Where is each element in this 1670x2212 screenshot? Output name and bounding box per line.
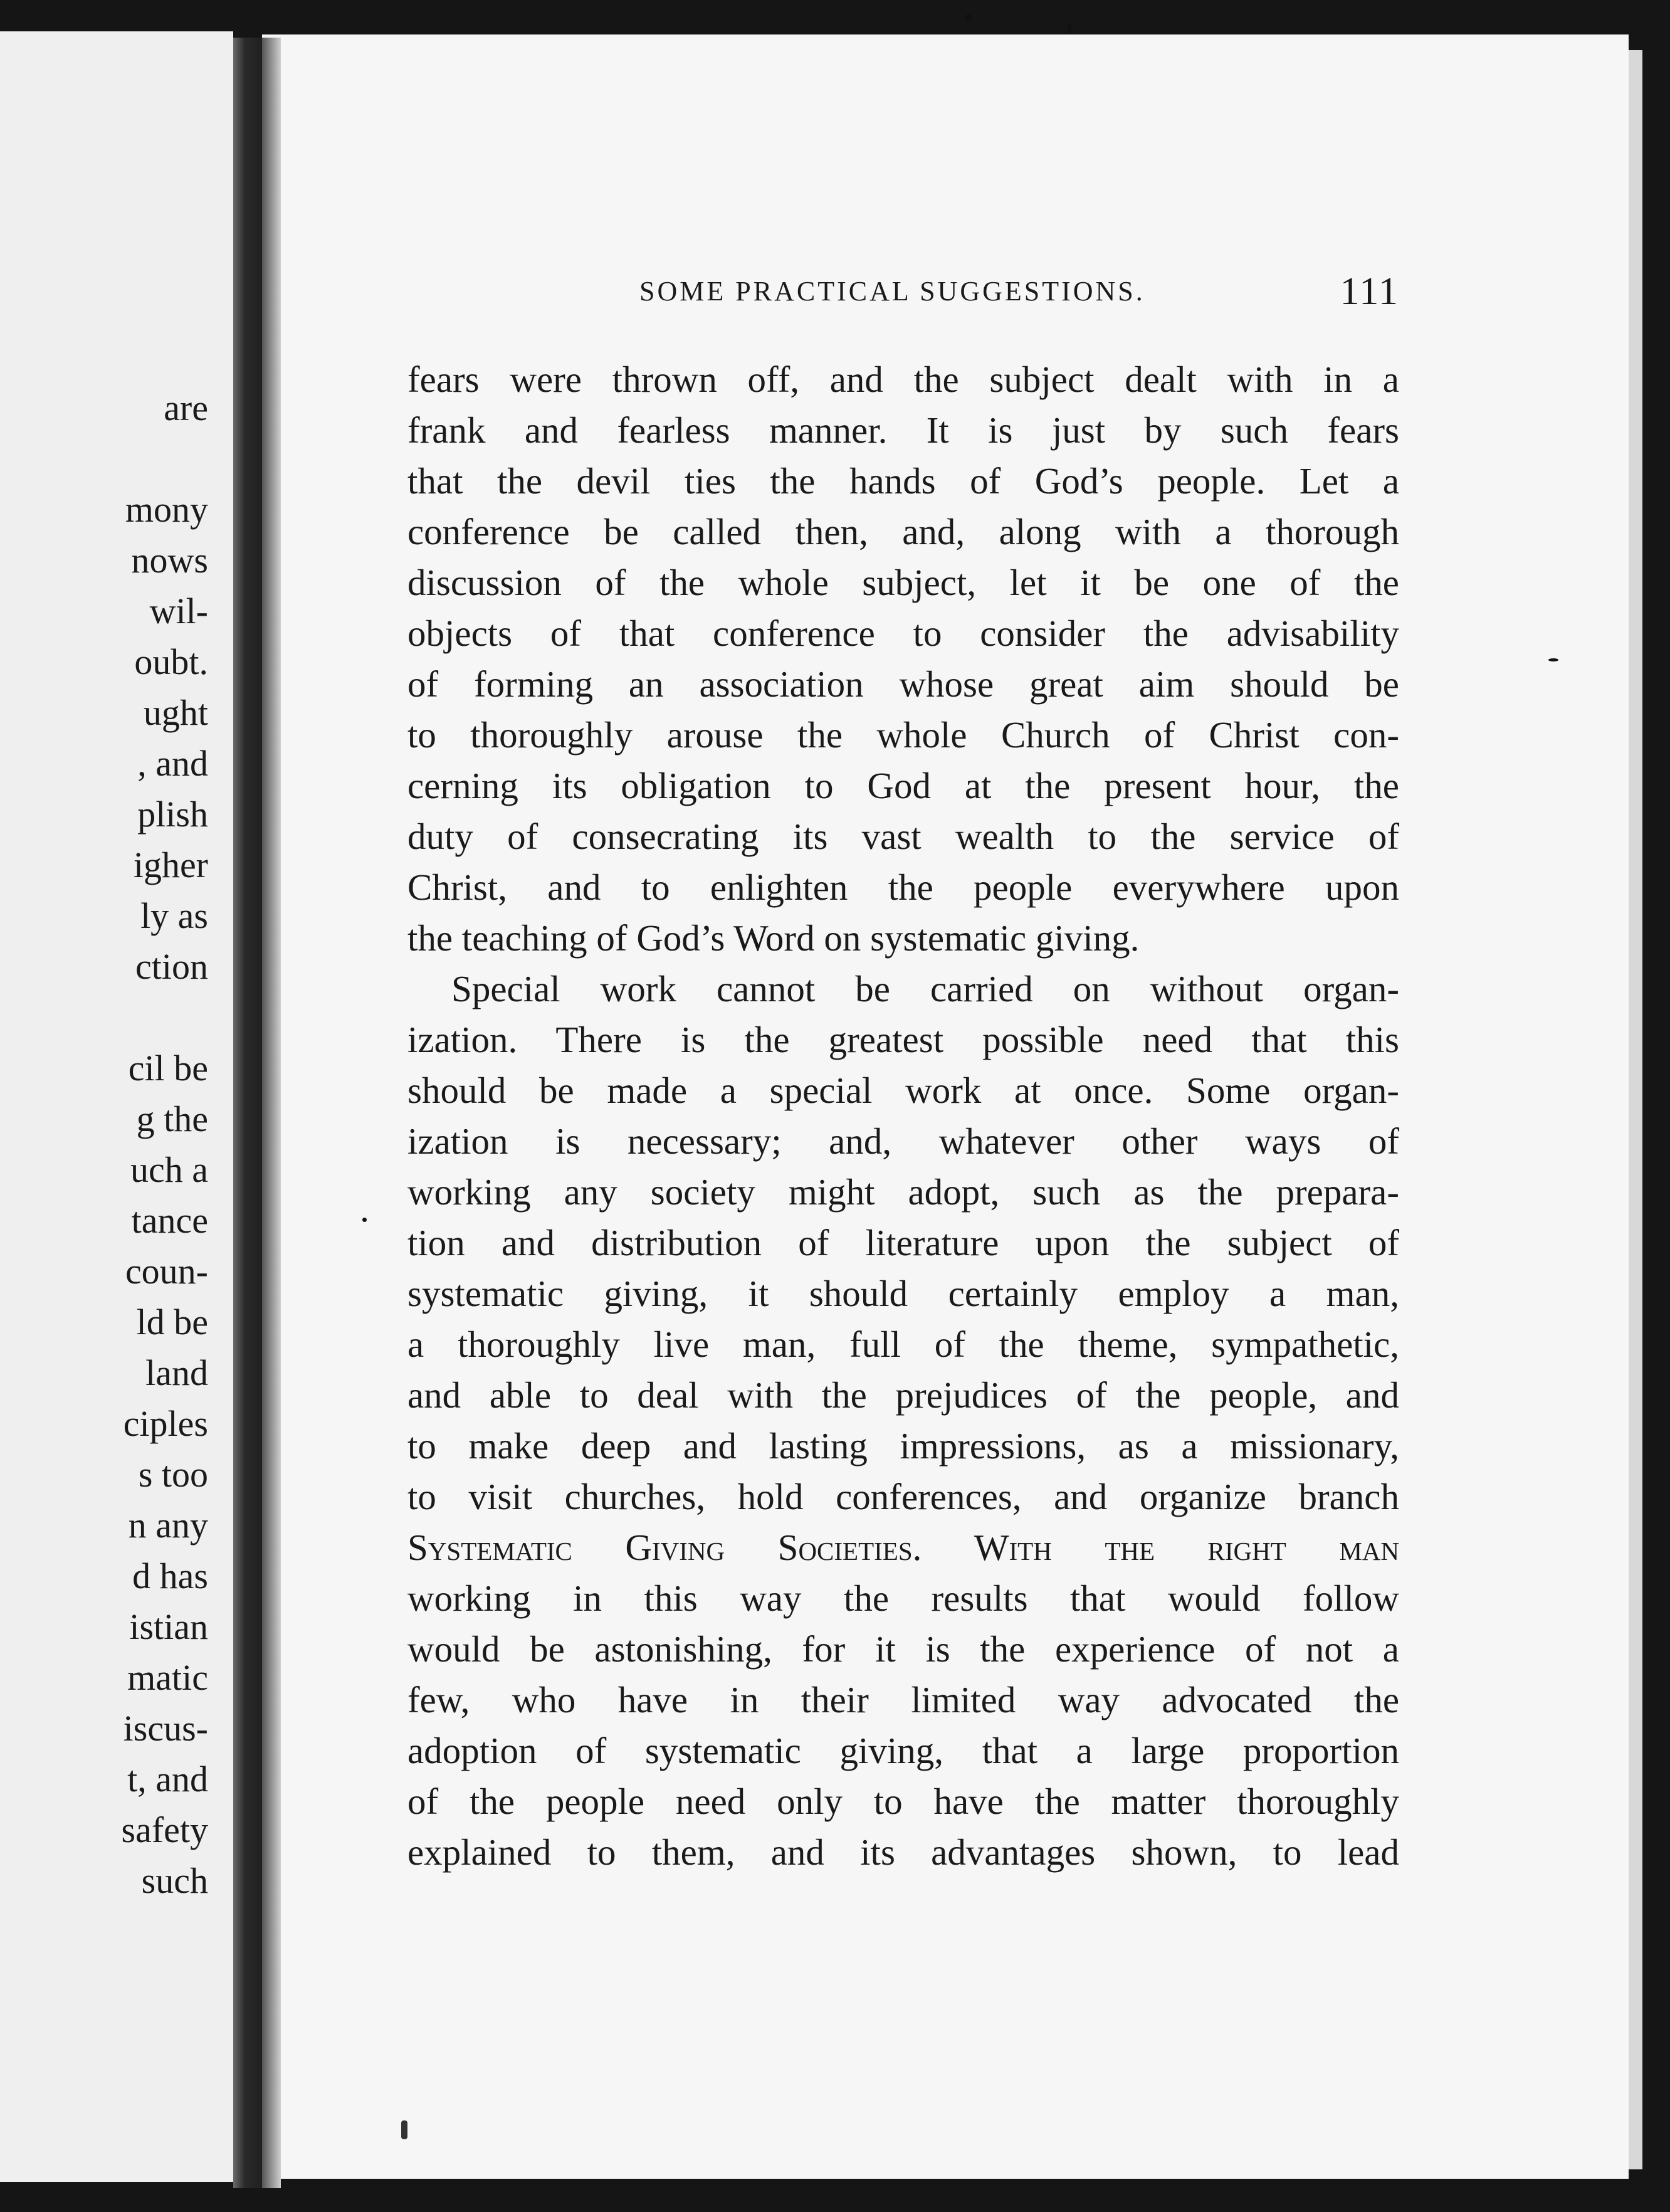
text-line: working in this way the results that would follow: [407, 1577, 1399, 1619]
scan-speck: [965, 14, 972, 23]
left-line: d has: [132, 1556, 208, 1596]
text-line: duty of consecrating its vast wealth to the service of: [407, 816, 1399, 857]
left-line: ciples: [123, 1403, 208, 1444]
left-line: wil-: [149, 591, 208, 631]
left-line: s too: [138, 1454, 208, 1495]
text-line: to visit churches, hold conferences, and organize branch: [407, 1476, 1399, 1517]
text-line: discussion of the whole subject, let it be one of the: [407, 562, 1399, 603]
page-number: 111: [1340, 270, 1399, 313]
text-line: adoption of systematic giving, that a large proportion: [407, 1730, 1399, 1771]
left-line-gap: [0, 992, 208, 1043]
scan-speck: [401, 2120, 407, 2139]
text-line: that the devil ties the hands of God’s people. Let a: [407, 460, 1399, 502]
text-line: cerning its obligation to God at the present hour, the: [407, 765, 1399, 806]
running-head: [639, 263, 1399, 320]
page-edge: [1629, 50, 1642, 2169]
text-line: fears were thrown off, and the subject dealt with in a: [407, 359, 1399, 400]
scan-speck: [362, 1218, 367, 1222]
text-line: a thoroughly live man, full of the theme, sympathetic,: [407, 1324, 1399, 1365]
left-page-text: [0, 382, 208, 1906]
left-line: mony: [125, 489, 208, 530]
left-line: ction: [135, 946, 208, 987]
left-line: tance: [131, 1200, 208, 1241]
left-line: uch a: [130, 1149, 208, 1190]
left-line: ught: [143, 692, 208, 733]
left-line: igher: [133, 845, 208, 885]
text-line: ization. There is the greatest possible need that this: [407, 1019, 1399, 1060]
left-line: , and: [137, 743, 208, 784]
text-line: would be astonishing, for it is the experience of not a: [407, 1628, 1399, 1670]
left-line: oubt.: [134, 641, 208, 682]
text-line: few, who have in their limited way advocated the: [407, 1679, 1399, 1720]
left-line: g the: [136, 1098, 208, 1139]
body-text: [407, 354, 1399, 1878]
left-line: are: [164, 387, 208, 428]
paragraph-end-line: the teaching of God’s Word on systematic giving.: [407, 917, 1140, 959]
left-line: ly as: [140, 895, 208, 936]
left-line-gap: [0, 433, 208, 484]
text-line: frank and fearless manner. It is just by such fears: [407, 409, 1399, 451]
left-line: t, and: [127, 1759, 208, 1799]
text-line: systematic giving, it should certainly employ a man,: [407, 1273, 1399, 1314]
gutter-shadow: [262, 38, 281, 2188]
text-line: to make deep and lasting impressions, as a missionary,: [407, 1425, 1399, 1467]
left-line: istian: [129, 1606, 208, 1647]
left-line: n any: [128, 1505, 208, 1546]
text-line: conference be called then, and, along with a thorough: [407, 511, 1399, 552]
text-line: tion and distribution of literature upon the subject of: [407, 1222, 1399, 1263]
text-line: to thoroughly arouse the whole Church of Christ con-: [407, 714, 1399, 756]
left-line: cil be: [128, 1048, 208, 1088]
text-line: should be made a special work at once. Some organ-: [407, 1070, 1399, 1111]
left-line: ld be: [136, 1302, 208, 1342]
left-line: land: [145, 1352, 208, 1393]
text-line-smallcaps: Systematic Giving Societies. With the right man: [407, 1527, 1399, 1568]
left-line: iscus-: [123, 1708, 208, 1749]
text-line: and able to deal with the prejudices of the people, and: [407, 1374, 1399, 1416]
book-spine-gutter: [233, 38, 262, 2188]
text-line: working any society might adopt, such as the prepara-: [407, 1171, 1399, 1213]
left-line: such: [141, 1860, 208, 1901]
text-line: of forming an association whose great aim should be: [407, 663, 1399, 705]
left-line: nows: [131, 540, 208, 581]
paragraph-start-line: Special work cannot be carried on without organ-: [451, 968, 1399, 1009]
text-line: objects of that conference to consider the advisability: [407, 613, 1399, 654]
left-line: plish: [137, 794, 208, 835]
text-line: ization is necessary; and, whatever other ways of: [407, 1120, 1399, 1162]
left-facing-page: [0, 31, 233, 2182]
left-line: safety: [121, 1809, 208, 1850]
left-line: coun-: [125, 1251, 208, 1292]
text-line: Christ, and to enlighten the people everywhere upon: [407, 866, 1399, 908]
left-line: matic: [127, 1657, 208, 1698]
text-line: explained to them, and its advantages shown, to lead: [407, 1831, 1399, 1873]
scan-speck: [1067, 24, 1072, 34]
text-line: of the people need only to have the matter thoroughly: [407, 1781, 1399, 1822]
scan-speck: [1548, 658, 1558, 661]
running-title: SOME PRACTICAL SUGGESTIONS.: [639, 276, 1145, 307]
